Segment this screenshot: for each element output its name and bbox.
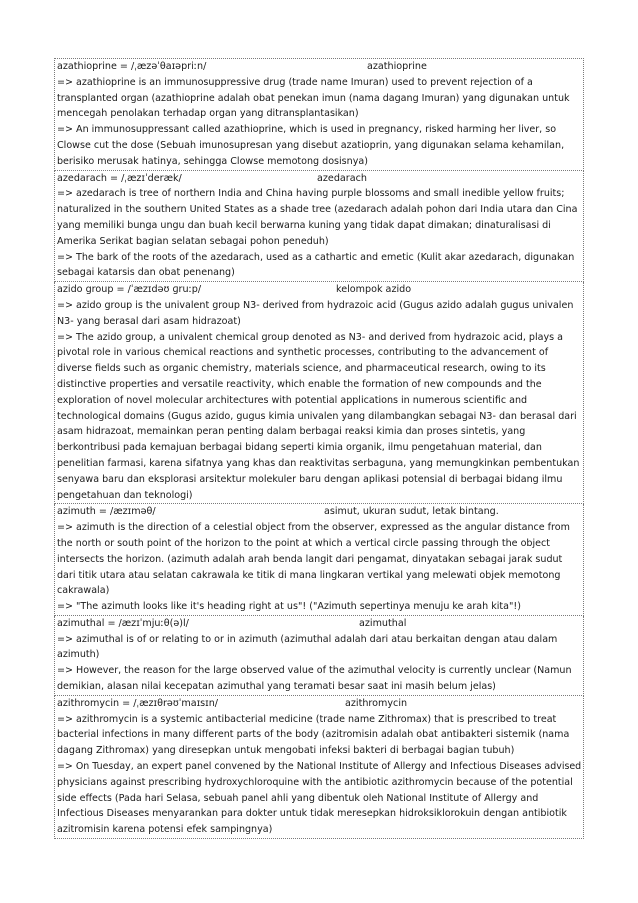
entry-line: N3- yang berasal dari asam hidrazoat) [57,315,241,327]
entry-header [55,696,583,712]
dictionary-entry [54,504,584,616]
dictionary-entry [54,171,584,283]
entry-line: dari titik utara atau selatan cakrawala ke titik di mana lingkaran vertikal yang melewati objek memotong [57,569,561,581]
entry-line: transplanted organ (azathioprine adalah obat penekan imun (nama dagang Imuran) yang digunakan untuk [57,92,570,104]
entry-term: azathioprine = /ˌæzəˈθaɪəpriːn/ [57,61,207,72]
dictionary-entry [54,616,584,696]
entry-line: physicians against prescribing hydroxychloroquine with the antibiotic azithromycin because of the potential [57,776,573,788]
entry-line: intersects the horizon. (azimuth adalah arah benda langit dari pengamat, dinyatakan sebagai jarak sudut [57,553,563,565]
entry-line: sebagai katarsis dan obat penenang) [57,267,235,279]
entry-translation: azathioprine [367,61,427,72]
entry-translation: azithromycin [345,697,408,709]
dictionary-entry [54,282,584,504]
entry-term: azimuth = /æzɪməθ/ [57,506,156,518]
entry-term: azithromycin = /ˌæzɪθrəʊˈmaɪsɪn/ [57,697,219,709]
entry-line: berkontribusi pada kemajuan berbagai bidang seperti kimia organik, ilmu pengetahuan material, dan [57,442,542,454]
entry-translation: azimuthal [359,617,407,629]
entry-line: => azathioprine is an immunosuppressive drug (trade name Imuran) used to prevent rejection of a [57,76,533,88]
entry-line: cakrawala) [57,585,110,597]
entry-term: azedarach = /ˌæzɪˈderæk/ [57,172,182,184]
dictionary-page [54,58,584,839]
entry-line: side effects (Pada hari Selasa, sebuah panel ahli yang dibentuk oleh National Institute of Allergy and [57,792,539,804]
entry-line: => azido group is the univalent group N3- derived from hydrazoic acid (Gugus azido adalah gugus univalen [57,299,574,311]
entry-translation: kelompok azido [336,284,412,296]
entry-line: => azimuthal is of or relating to or in azimuth (azimuthal adalah dari atau berkaitan dengan atau dalam [57,633,558,645]
entry-line: diverse fields such as organic chemistry, materials science, and pharmaceutical research, owing to its [57,363,546,375]
entry-line: => azedarach is tree of northern India and China having purple blossoms and small inedible yellow fruits; [57,188,565,200]
entry-line: Amerika Serikat bagian selatan sebagai pohon peneduh) [57,235,329,247]
entry-line: pengetahuan dan teknologi) [57,489,193,501]
entry-line: => azimuth is the direction of a celestial object from the observer, expressed as the angular distance from [57,522,570,534]
entry-term: azimuthal = /æzɪˈmjuːθ(ə)l/ [57,617,189,629]
entry-line: => "The azimuth looks like it's heading right at us"! ("Azimuth sepertinya menuju ke arah kita"!) [57,601,521,613]
entry-translation: azedarach [317,172,367,184]
entry-line: mencegah penolakan terhadap organ yang ditransplantasikan) [57,108,359,120]
entry-header [55,59,583,75]
entry-line: asam hidrazoat, memainkan peran penting dalam berbagai reaksi kimia dan proses sintetis, yang [57,426,526,438]
dictionary-entry [54,696,584,839]
entry-line: => However, the reason for the large observed value of the azimuthal velocity is currently unclear (Namun [57,665,572,677]
entry-line: senyawa baru dan eksplorasi arsitektur molekuler baru dengan aplikasi potensial di berbagai bidang ilmu [57,473,563,485]
entry-line: naturalized in the southern United States as a shade tree (azedarach adalah pohon dari India utara dan Cina [57,204,578,216]
entry-line: the north or south point of the horizon to the point at which a vertical circle passing through the object [57,537,551,549]
entry-header [55,504,583,520]
entry-line: azitromisin karena potensi efek sampingnya) [57,824,273,836]
entry-header [55,171,583,187]
entry-line: berisiko merusak hatinya, sehingga Clowse memotong dosisnya) [57,155,368,167]
entry-term: azido group = /ˈæzɪdəʊ ɡruːp/ [57,284,202,296]
entry-header [55,282,583,298]
entry-line: yang memiliki bunga ungu dan buah kecil berwarna kuning yang tidak dapat dimakan; dinaturalisasi di [57,219,551,231]
dictionary-entry [54,58,584,171]
entry-line: demikian, alasan nilai kecepatan azimuthal yang teramati besar saat ini masih belum jelas) [57,681,496,693]
entry-line: Clowse cut the dose (Sebuah imunosupresan yang disebut azatioprin, yang digunakan selama kehamilan, [57,139,565,151]
entry-line: => The bark of the roots of the azedarach, used as a cathartic and emetic (Kulit akar azedarach, digunakan [57,251,575,263]
entry-line: => An immunosuppressant called azathioprine, which is used in pregnancy, risked harming her liver, so [57,124,557,136]
entry-line: => The azido group, a univalent chemical group denoted as N3- and derived from hydrazoic acid, plays a [57,331,563,343]
entry-line: technological domains (Gugus azido, gugus kimia univalen yang dilambangkan sebagai N3- dan berasal dari [57,410,577,422]
entry-line: Infectious Diseases menyarankan para dokter untuk tidak meresepkan hidroksiklorokuin dengan antibiotik [57,808,567,820]
entry-line: => On Tuesday, an expert panel convened by the National Institute of Allergy and Infectious Diseases advised [57,761,582,773]
entry-line: penelitian farmasi, karena sifatnya yang khas dan reaktivitas serbaguna, yang memungkinkan pembentukan [57,457,580,469]
entry-translation: asimut, ukuran sudut, letak bintang. [324,506,499,518]
entry-line: => azithromycin is a systemic antibacterial medicine (trade name Zithromax) that is prescribed to treat [57,713,557,725]
entry-line: dagang Zithromax) yang diresepkan untuk mengobati infeksi bakteri di berbagai bagian tubuh) [57,745,515,757]
entry-line: pivotal role in various chemical reactions and synthetic processes, contributing to the advancement of [57,347,549,359]
entry-line: distinctive properties and versatile reactivity, which enable the formation of new compounds and the [57,378,542,390]
entry-line: bacterial infections in many different parts of the body (azitromisin adalah obat antibakteri sistemik (nama [57,729,570,741]
entry-line: azimuth) [57,649,100,661]
entry-line: exploration of novel molecular architectures with potential applications in numerous scientific and [57,394,528,406]
entry-header [55,616,583,632]
